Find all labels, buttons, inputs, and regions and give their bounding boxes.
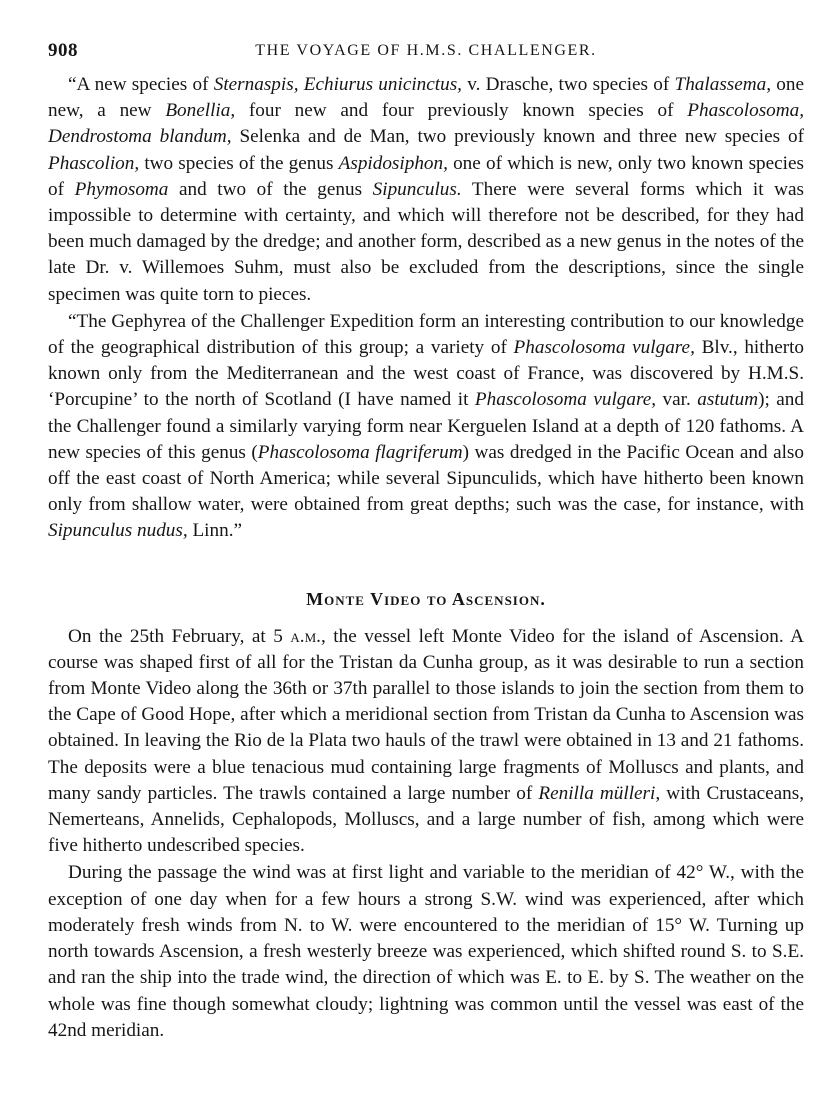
italic-term: Phascolosoma flagriferum	[257, 441, 463, 463]
small-caps-text: a.m.,	[290, 625, 326, 647]
text-run: Linn.”	[187, 520, 243, 542]
text-run: “The Gephyrea of the Challenger Expedition form an interesting contribution to our knowledge of the geographical distribution of this group; a variety of	[48, 310, 804, 359]
text-run: four new and four previously known species of	[235, 100, 688, 122]
text-run: and two of the genus	[168, 178, 373, 200]
text-run: ) was dredged in the Pacific Ocean and also off the east coast of North America; while several Sipunculids, which have hitherto been known only from shallow water, were obtained from great depths; such was the case, for instance, with	[48, 441, 804, 516]
quote-paragraph-1	[48, 72, 804, 308]
running-title: THE VOYAGE OF H.M.S. CHALLENGER.	[255, 42, 597, 59]
text-run: Blv., hitherto known only from the Mediterranean and the west coast of France, was discovered by H.M.S. ‘Porcupine’ to the north of Scotland (I have named it	[48, 337, 805, 411]
text-run: the vessel left Monte Video for the island of Ascension. A course was shaped first of all for the Tristan da Cunha group, as it was desirable to run a section from Monte Video along the 36th or 37th parallel to those islands to join the section from them to the Cape of Good Hope, after which a meridional section from Tristan da Cunha to Ascension was obtained. In leaving the Rio de la Plata two hauls of the trawl were obtained in 13 and 21 fathoms. The deposits were a blue tenacious mud containing large fragments of Molluscs and plants, and many sandy particles. The trawls contained a large number of	[48, 625, 804, 804]
italic-term: Bonellia,	[165, 100, 236, 122]
text-run: with Crustaceans, Nemerteans, Annelids, Cephalopods, Molluscs, and a large number of fish, among which were five hitherto undescribed species.	[48, 782, 804, 857]
italic-term: Phascolosoma vulgare,	[474, 389, 657, 411]
text-run: During the passage the wind was at first light and variable to the meridian of 42° W., with the exception of one day when for a few hours a strong S.W. wind was experienced, after which moderately fresh winds from N. to W. were encountered to the meridian of 15° W. Turning up north towards Ascension, a fresh westerly breeze was experienced, which shifted round S. to S.E. and ran the ship into the trade wind, the direction of which was E. to E. by S. The weather on the whole was fine though somewhat cloudy; lightning was common until the vessel was east of the 42nd meridian.	[48, 862, 804, 1041]
text-run: On the 25th February, at 5	[68, 625, 291, 647]
italic-term: Phascolosoma, Dendrostoma blandum,	[48, 100, 804, 148]
book-page	[48, 40, 804, 1044]
page-header	[48, 40, 804, 72]
italic-term: Thalassema,	[674, 74, 772, 95]
italic-term: Aspidosiphon,	[338, 152, 448, 174]
section-paragraph-1	[48, 624, 804, 860]
italic-term: Sternaspis, Echiurus unicinctus,	[213, 74, 462, 95]
text-run: v. Drasche, two species of	[461, 74, 675, 95]
italic-term: Sipunculus.	[372, 178, 462, 200]
quote-paragraph-2	[48, 309, 804, 545]
text-run: one of which is new, only two known species of	[48, 152, 804, 200]
italic-term: Sipunculus nudus,	[48, 520, 188, 542]
italic-term: Renilla mülleri,	[538, 782, 661, 804]
italic-term: Phascolion,	[48, 152, 140, 174]
text-run: There were several forms which it was impossible to determine with certainty, and which will therefore not be described, for they had been much damaged by the dredge; and another form, described as a new genus in the notes of the late Dr. v. Willemoes Suhm, must also be excluded from the descriptions, since the single specimen was quite torn to pieces.	[48, 178, 804, 305]
section-paragraph-2	[48, 860, 804, 1043]
section-heading: Monte Video to Ascension.	[306, 588, 546, 609]
italic-term: Phymosoma	[74, 178, 169, 200]
text-run: “A new species of	[68, 74, 214, 95]
text-run: var.	[656, 389, 698, 411]
text-run: two species of the genus	[139, 152, 339, 174]
text-run: ); and the Challenger found a similarly varying form near Kerguelen Island at a depth of 120 fathoms. A new species of this genus (	[48, 389, 804, 463]
page-number: 908	[48, 40, 78, 61]
italic-term: Phascolosoma vulgare,	[513, 337, 695, 359]
text-run: Selenka and de Man, two previously known and three new species of	[231, 126, 804, 148]
italic-term: astutum	[697, 389, 759, 411]
text-run: one new, a new	[48, 74, 804, 122]
